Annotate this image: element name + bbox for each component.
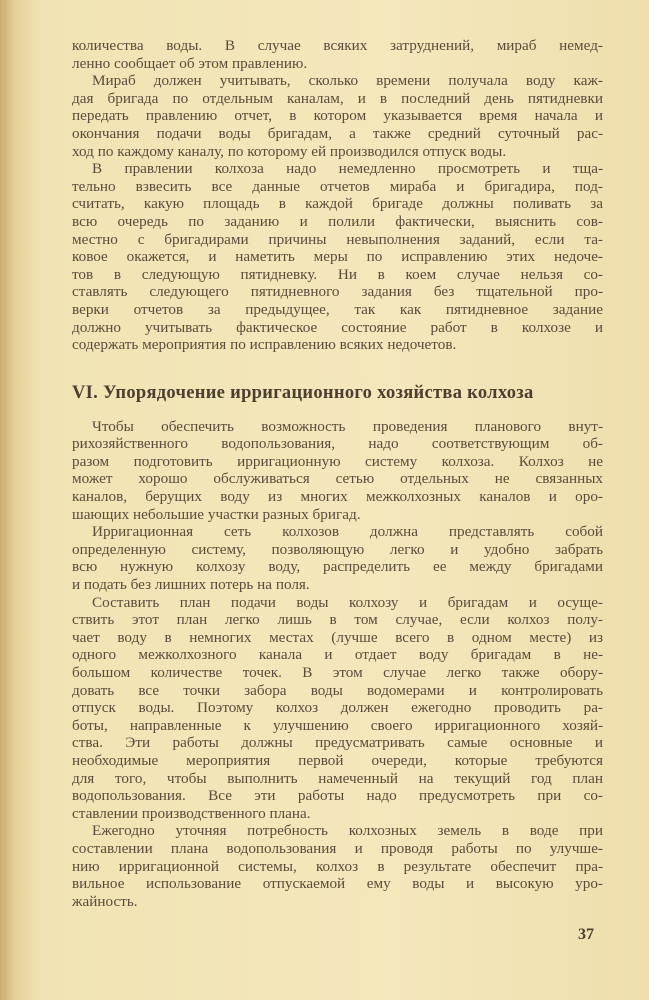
text-line: для того, чтобы выполнить намеченный на текущий год план bbox=[72, 769, 603, 787]
text-line: ставлении производственного плана. bbox=[72, 804, 311, 822]
paragraph bbox=[72, 72, 603, 160]
text-line: каналов, берущих воду из многих межколхозных каналов и оро- bbox=[72, 488, 603, 506]
paragraph bbox=[72, 418, 603, 524]
text-line: должно учитывать фактическое состояние работ в колхозе и bbox=[72, 318, 603, 336]
text-line: определенную систему, позволяющую легко и удобно забрать bbox=[72, 540, 603, 558]
section-vi-text bbox=[72, 418, 603, 911]
paragraph bbox=[72, 594, 603, 823]
text-line: ствить этот план легко лишь в том случае, если колхоз полу- bbox=[72, 611, 603, 629]
text-line: ковое окажется, и наметить меры по исправлению этих недоче- bbox=[72, 248, 603, 266]
text-line: необходимые мероприятия первой очереди, которые требуются bbox=[72, 751, 603, 769]
text-line: тельно взвесить все данные отчетов мираба и бригадира, под- bbox=[72, 177, 603, 195]
book-page bbox=[72, 37, 603, 910]
text-line: довать все точки забора воды водомерами и контролировать bbox=[72, 681, 603, 699]
text-line: передать правлению отчет, в котором указывается время начала и bbox=[72, 107, 603, 125]
text-line: ленно сообщает об этом правлению. bbox=[72, 54, 308, 72]
text-line: Ирригационная сеть колхозов должна представлять собой bbox=[92, 523, 603, 541]
text-line: ставлять следующего пятидневного задания без тщательной про- bbox=[72, 283, 603, 301]
text-line: Ежегодно уточняя потребность колхозных земель в воде при bbox=[92, 822, 603, 840]
text-line: Чтобы обеспечить возможность проведения планового внут- bbox=[92, 417, 603, 435]
text-line: всю нужную колхозу воду, распределить ее между бригадами bbox=[72, 558, 603, 576]
text-line: боты, направленные к улучшению своего ирригационного хозяй- bbox=[72, 716, 603, 734]
text-line: водопользования. Все эти работы надо предусмотреть при со- bbox=[72, 787, 603, 805]
text-line: количества воды. В случае всяких затруднений, мираб немед- bbox=[72, 37, 603, 54]
paragraph bbox=[72, 523, 603, 593]
text-line: нию ирригационной системы, колхоз в результате обеспечит пра- bbox=[72, 857, 603, 875]
text-line: большом количестве точек. В этом случае легко также обору- bbox=[72, 664, 603, 681]
paragraph bbox=[72, 822, 603, 910]
text-line: чает воду в немногих местах (лучше всего в одном месте) из bbox=[72, 628, 603, 646]
section-continued-text bbox=[72, 37, 603, 354]
text-line: вильное использование отпускаемой ему воды и высокую уро- bbox=[72, 875, 603, 893]
section-heading: VI. Упорядочение ирригационного хозяйства колхоза bbox=[72, 382, 534, 403]
text-line: считать, какую площадь в каждой бригаде должны поливать за bbox=[72, 195, 603, 213]
paragraph bbox=[72, 160, 603, 354]
text-line: разом подготовить ирригационную систему колхоза. Колхоз не bbox=[72, 452, 603, 470]
text-line: местно с бригадирами причины невыполнения заданий, если та- bbox=[72, 230, 603, 248]
text-line: одного межколхозного канала и отдает воду бригадам в не- bbox=[72, 646, 603, 664]
text-line: шающих небольшие участки разных бригад. bbox=[72, 505, 361, 523]
text-line: Мираб должен учитывать, сколько времени получала воду каж- bbox=[92, 72, 603, 90]
text-line: всю очередь по заданию и полили фактически, выяснить сов- bbox=[72, 212, 603, 230]
text-line: жайность. bbox=[72, 892, 138, 910]
text-line: окончания подачи воды бригадам, а также средний суточный рас- bbox=[72, 124, 603, 142]
text-line: В правлении колхоза надо немедленно просмотреть и тща- bbox=[92, 160, 603, 178]
text-line: ства. Эти работы должны предусматривать самые основные и bbox=[72, 734, 603, 752]
text-line: и подать без лишних потерь на поля. bbox=[72, 576, 310, 594]
text-line: дая бригада по отдельным каналам, и в последний день пятидневки bbox=[72, 89, 603, 107]
text-line: составлении плана водопользования и проводя работы по улучше- bbox=[72, 839, 603, 857]
text-line: ход по каждому каналу, по которому ей производился отпуск воды. bbox=[72, 142, 507, 160]
text-line: Составить план подачи воды колхозу и бригадам и осуще- bbox=[92, 593, 603, 611]
paragraph bbox=[72, 37, 603, 72]
text-line: рихозяйственного водопользования, надо соответствующим об- bbox=[72, 435, 603, 453]
text-line: отпуск воды. Поэтому колхоз должен ежегодно проводить ра- bbox=[72, 699, 603, 717]
text-line: верки отчетов за предыдущее, так как пятидневное задание bbox=[72, 300, 603, 318]
text-line: может хорошо обслуживаться сетью отдельных не связанных bbox=[72, 470, 603, 488]
text-line: содержать мероприятия по исправлению всяких недочетов. bbox=[72, 336, 457, 354]
page-number: 37 bbox=[578, 926, 594, 943]
text-line: тов в следующую пятидневку. Ни в коем случае нельзя со- bbox=[72, 265, 603, 283]
